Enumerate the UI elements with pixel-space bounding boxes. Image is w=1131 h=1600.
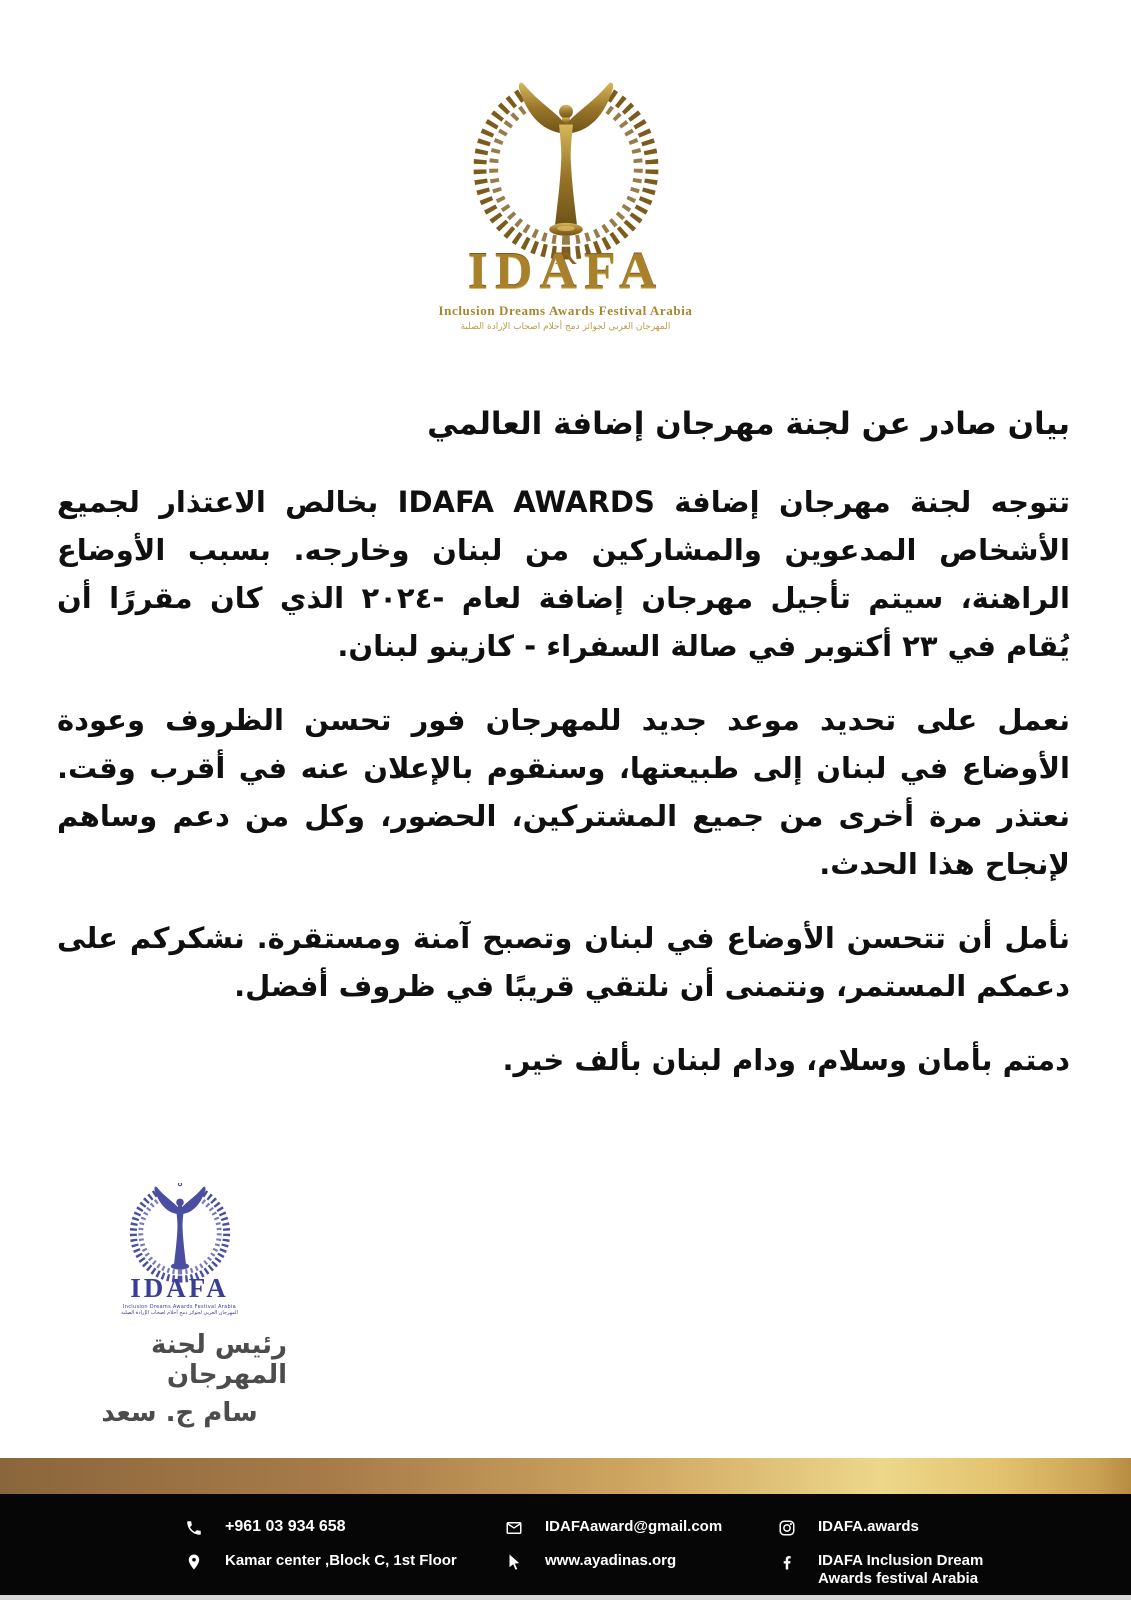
signer-name: سام ج. سعد [101,1398,258,1428]
statement-paragraph-2: نعمل على تحديد موعد جديد للمهرجان فور تحسن الظروف وعودة الأوضاع في لبنان إلى طبيعتها، وسنقوم بالإعلان عنه في أقرب وقت. نعتذر مرة أخرى من جميع المشتركين، الحضور، وكل من دعم وساهم لإنجاح هذا الحدث. [57,703,1070,881]
signer-title: رئيس لجنة المهرجان [150,1330,287,1390]
blue-stamp-tagline-english: Inclusion Dreams Awards Festival Arabia [123,1304,236,1310]
idafa-gold-logo [0,76,1131,332]
page-bottom-edge [0,1595,1131,1600]
footer-column-social [778,1518,998,1588]
brand-tagline-english: Inclusion Dreams Awards Festival Arabia [438,303,693,318]
brand-tagline-arabic: المهرجان العربي لجوائز دمج أحلام اصحاب الإرادة الصلبة [460,322,671,332]
signature-block [72,1183,287,1428]
instagram-icon [778,1519,796,1537]
footer-email-row [505,1518,722,1537]
footer-facebook-name: IDAFA Inclusion Dream Awards festival Arabia [818,1552,984,1587]
footer-contact-bar [0,1494,1131,1595]
footer-website: www.ayadinas.org [545,1552,677,1569]
footer-address-row [185,1552,457,1571]
statement-paragraph-4: دمتم بأمان وسلام، ودام لبنان بألف خير. [502,1043,1070,1077]
statement-body [57,400,1070,1110]
footer-phone-row [185,1518,457,1537]
statement-paragraph-1: تتوجه لجنة مهرجان إضافة IDAFA AWARDS بخالص الاعتذار لجميع الأشخاص المدعوين والمشاركين من لبنان وخارجه. بسبب الأوضاع الراهنة، سيتم تأجيل مهرجان إضافة لعام -٢٠٢٤ الذي كان مقررًا أن يُقام في ٢٣ أكتوبر في صالة السفراء - كازينو لبنان. [57,485,1070,663]
statement-heading: بيان صادر عن لجنة مهرجان إضافة العالمي [427,406,1070,442]
footer-column-online [505,1518,722,1571]
footer-email: IDAFAaward@gmail.com [545,1518,723,1535]
footer-column-contact [185,1518,457,1571]
statement-paragraph-3: نأمل أن تتحسن الأوضاع في لبنان وتصبح آمنة ومستقرة. نشكركم على دعمكم المستمر، ونتمنى أن نلتقي قريبًا في ظروف أفضل. [57,921,1070,1003]
envelope-icon [505,1519,523,1537]
idafa-wordmark: IDAFA [467,243,664,300]
footer-instagram-row [778,1518,998,1537]
idafa-blue-stamp-icon [117,1183,243,1285]
phone-icon [185,1519,203,1537]
blue-stamp-tagline-arabic: المهرجان العربي لجوائز دمج أحلام اصحاب الإرادة الصلبة [121,1310,238,1316]
footer-facebook-row [778,1552,998,1588]
footer-website-row [505,1552,722,1571]
footer-gold-gradient-bar [0,1458,1131,1494]
footer-phone: +961 03 934 658 [225,1518,346,1535]
footer-instagram-handle: IDAFA.awards [818,1518,919,1535]
cursor-arrow-icon [505,1553,523,1571]
idafa-blue-wordmark: IDAFA [130,1273,229,1303]
footer-address: Kamar center ,Block C, 1st Floor [225,1552,457,1569]
location-pin-icon [185,1553,203,1571]
facebook-icon [778,1553,796,1571]
award-trophy-wreath-icon [450,76,682,264]
